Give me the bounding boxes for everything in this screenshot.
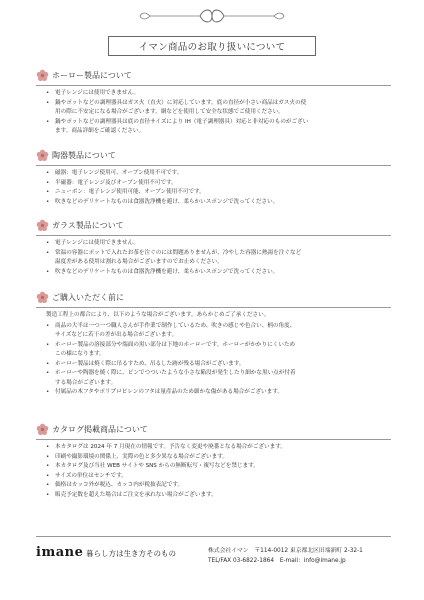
item-list bbox=[36, 239, 396, 277]
section-catalog bbox=[36, 422, 396, 500]
list-item-continuation: サイズなどに若干の差が出る場合がございます。 bbox=[55, 332, 178, 338]
company-contact: TEL/FAX 03-6822-1864 E-mail：info@imane.jp bbox=[208, 558, 346, 564]
list-item-continuation: ます。商品詳細をご確認ください。 bbox=[55, 128, 145, 134]
section-glass bbox=[36, 218, 396, 277]
list-item: • 販売予定数を超えた場合はご注文を承れない場合がございます。 bbox=[46, 491, 396, 501]
list-item: • 付属品の木フタやポリプロピレンのフタは量産品のため細かな傷がある場合がございます。 bbox=[46, 388, 396, 398]
list-item: • 半磁器：電子レンジ及びオーブン使用不可です。 bbox=[46, 179, 396, 189]
section-title: カタログ掲載商品について bbox=[52, 424, 148, 434]
page-title: イマン商品のお取り扱いについて bbox=[108, 36, 316, 56]
list-item-continuation: する場合がございます。 bbox=[55, 379, 117, 386]
flower-icon bbox=[36, 149, 49, 162]
divider bbox=[36, 439, 391, 440]
list-item: • 本カタログ及び当社 WEB サイトや SNS からの無断転写・複写などを禁じます。 bbox=[46, 462, 396, 472]
section-ceramics bbox=[36, 148, 396, 207]
flower-icon bbox=[36, 291, 49, 304]
section-title: ホーロー製品について bbox=[52, 70, 132, 80]
scroll-ornament bbox=[0, 6, 424, 26]
item-list bbox=[36, 89, 396, 137]
item-list bbox=[36, 443, 396, 500]
brand-logo: imane bbox=[36, 545, 84, 560]
list-item-continuation: 用の際に不安定になる場合がございます。網などを使用して安全な状態でご使用ください。 bbox=[55, 109, 284, 115]
list-item-continuation: この様になります。 bbox=[55, 351, 105, 357]
list-item: • ホーローや陶器を焼く際に、ピンでつついたような小さな陥没が発生したり細かな黒い点が付着 bbox=[46, 369, 396, 379]
section-intro: 製造工程上の都合により、以下のような場合がございます。あらかじめご了承ください。 bbox=[46, 312, 270, 318]
divider bbox=[36, 307, 391, 308]
list-item: • 価格はカッコ外が税込、カッコ内が税抜表記です。 bbox=[46, 481, 396, 491]
list-item: • 商品の大半は一つ一つ職人さんが手作業で制作しているため、吹きの感じや色合い、柄の角度、 bbox=[46, 322, 396, 332]
divider bbox=[36, 165, 391, 166]
item-list bbox=[36, 322, 396, 398]
flower-icon bbox=[36, 219, 49, 232]
list-item: • サイズの単位はセンチです。 bbox=[46, 472, 396, 482]
list-item: • 電子レンジには使用できません。 bbox=[46, 89, 396, 99]
list-item: • 吹きなどのデリケートなものは食器洗浄機を避け、柔らかいスポンジで洗ってください。 bbox=[46, 198, 396, 208]
list-item: • ニューボン：電子レンジ使用可能、オーブン使用不可です。 bbox=[46, 188, 396, 198]
list-item: • 鍋やポットなどの調理器具はガス火（直火）に対応しています。底の直径が小さい商品はガス火の使 bbox=[46, 99, 396, 109]
item-list bbox=[36, 169, 396, 207]
company-address: 株式会社イマン 〒114-0012 東京都北区田端新町 2-32-1 bbox=[208, 548, 363, 554]
section-before-purchase bbox=[36, 290, 396, 398]
list-item: • ホーロー製品は焼く際に吊るすため、吊るした跡が残る場合がございます。 bbox=[46, 360, 396, 370]
section-title: 陶器製品について bbox=[52, 150, 116, 160]
list-item: • ホーロー製品の溶接部分や端面の黒い部分は下地のホーローです。ホーローがかかりにくいため bbox=[46, 341, 396, 351]
list-item: • 本カタログは 2024 年 7 月現在の情報です。予告なく変更や廃番となる場合がございます。 bbox=[46, 443, 396, 453]
brand-tagline: 暮らし方は生き方そのもの bbox=[86, 549, 176, 558]
footer-divider bbox=[36, 536, 391, 537]
divider bbox=[36, 235, 391, 236]
section-title: ご購入いただく前に bbox=[52, 292, 124, 302]
list-item: • 電子レンジには使用できません。 bbox=[46, 239, 396, 249]
list-item: • 印刷や撮影環境の関係上、実際の色と多少異なる場合がございます。 bbox=[46, 453, 396, 463]
flower-icon bbox=[36, 423, 49, 436]
list-item: • 磁器：電子レンジ使用可、オーブン使用不可です。 bbox=[46, 169, 396, 179]
list-item: • 吹きなどのデリケートなものは食器洗浄機を避け、柔らかいスポンジで洗ってください。 bbox=[46, 268, 396, 278]
section-title: ガラス製品について bbox=[52, 220, 124, 230]
list-item: • 常温の容器にポットで入れたお茶を注ぐのには問題ありませんが、冷やした容器に熱湯を注ぐなど bbox=[46, 249, 396, 259]
flower-icon bbox=[36, 69, 49, 82]
list-item: • 鍋やポットなどの調理器具は底の直径サイズにより IH（電子調理器具）対応と非対応のものがござい bbox=[46, 118, 396, 128]
list-item-continuation: 温度差がある使用は割れる場合がございますのでお止めください。 bbox=[55, 259, 223, 265]
divider bbox=[36, 85, 391, 86]
company-info bbox=[208, 546, 363, 566]
section-enamel bbox=[36, 68, 396, 137]
